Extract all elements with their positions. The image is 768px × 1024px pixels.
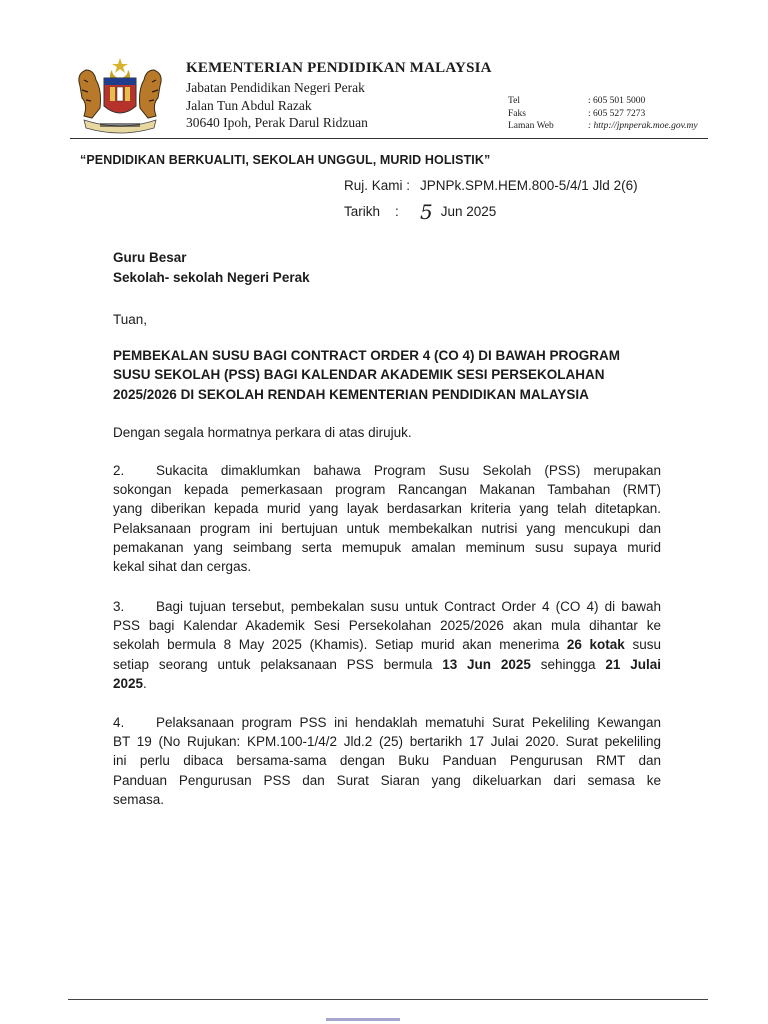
coat-of-arms-icon — [70, 56, 170, 136]
date-separator: : — [395, 204, 399, 219]
paragraph-text: Bagi tujuan tersebut, pembekalan susu untuk Contract Order 4 (CO 4) di bawah — [156, 599, 661, 614]
date-day-handwritten: 5 — [420, 200, 433, 224]
paragraph-line — [113, 674, 661, 693]
paragraph-2 — [113, 461, 661, 576]
recipient-organization: Sekolah- sekolah Negeri Perak — [113, 270, 310, 285]
end-date-year: 2025 — [113, 675, 144, 691]
date-month-year: Jun 2025 — [440, 204, 497, 219]
paragraph-number: 2. — [113, 463, 125, 478]
paragraph-line: sokongan kepada pemerkasaan program Rancangan Makanan Tambahan (RMT) — [113, 482, 661, 498]
header-divider — [70, 138, 708, 139]
contact-web-label: Laman Web — [508, 121, 554, 131]
subject-line: 2025/2026 DI SEKOLAH RENDAH KEMENTERIAN PENDIDIKAN MALAYSIA — [113, 386, 589, 402]
recipient-title: Guru Besar — [113, 250, 187, 265]
reference-line — [344, 178, 638, 193]
paragraph-line: semasa. — [113, 791, 165, 807]
paragraph-line — [113, 635, 661, 654]
organization-name: KEMENTERIAN PENDIDIKAN MALAYSIA — [186, 60, 492, 76]
paragraph-line: PSS bagi Kalendar Akademik Sesi Persekolahan 2025/2026 akan mula dihantar ke — [113, 618, 661, 634]
contact-fax-label: Faks — [508, 109, 526, 119]
paragraph-text: Pelaksanaan program PSS ini hendaklah mematuhi Surat Pekeliling Kewangan — [156, 715, 661, 730]
paragraph-text: setiap seorang untuk pelaksanaan PSS bermula — [113, 656, 443, 672]
paragraph-line — [113, 713, 661, 732]
start-date: 13 Jun 2025 — [442, 656, 531, 672]
salutation: Tuan, — [113, 312, 148, 327]
address-line-city: 30640 Ipoh, Perak Darul Ridzuan — [186, 115, 368, 130]
paragraph-text: sekolah bermula 8 May 2025 (Khamis). Setiap murid akan menerima — [113, 637, 567, 653]
paragraph-text: sehingga — [530, 656, 606, 672]
date-line — [344, 197, 497, 224]
paragraph-line: pemakanan yang seimbang serta memupuk amalan meminum susu supaya murid — [113, 539, 661, 555]
footer-divider — [68, 999, 708, 1000]
address-line-department: Jabatan Pendidikan Negeri Perak — [186, 80, 365, 95]
subject-line: SUSU SEKOLAH (PSS) BAGI KALENDAR AKADEMIK SESI PERSEKOLAHAN — [113, 367, 605, 383]
reference-label: Ruj. Kami : — [344, 178, 411, 193]
paragraph-line: Pelaksanaan program ini bertujuan untuk membekalkan nutrisi yang mencukupi dan — [113, 520, 661, 536]
reference-value: JPNPk.SPM.HEM.800-5/4/1 Jld 2(6) — [420, 178, 638, 193]
date-label-text: Tarikh — [344, 204, 381, 219]
paragraph-number: 3. — [113, 599, 125, 614]
contact-tel — [508, 96, 645, 106]
contact-fax-value: : 605 527 7273 — [588, 109, 646, 119]
paragraph-line — [113, 655, 661, 674]
subject-line: PEMBEKALAN SUSU BAGI CONTRACT ORDER 4 (CO 4) DI BAWAH PROGRAM — [113, 348, 621, 363]
paragraph-text: Sukacita dimaklumkan bahawa Program Susu Sekolah (PSS) merupakan — [156, 463, 661, 478]
paragraph-number: 4. — [113, 715, 125, 730]
paragraph-text: susu — [624, 637, 661, 653]
address-line-street: Jalan Tun Abdul Razak — [186, 98, 312, 113]
milk-quantity: 26 kotak — [566, 637, 625, 653]
contact-web — [508, 121, 698, 131]
footer-stamp-mark — [326, 1018, 400, 1021]
paragraph-line: Panduan Pengurusan PSS dan Surat Siaran yang dikeluarkan dari semasa ke — [113, 772, 661, 788]
contact-tel-value: : 605 501 5000 — [588, 96, 646, 106]
paragraph-4 — [113, 713, 661, 809]
paragraph-line: BT 19 (No Rujukan: KPM.100-1/4/2 Jld.2 (25) bertarikh 17 Julai 2020. Surat pekeliling — [113, 734, 661, 750]
contact-tel-label: Tel — [508, 96, 520, 106]
paragraph-line — [113, 597, 661, 616]
contact-fax — [508, 109, 645, 119]
paragraph-line: ini perlu dibaca bersama-sama dengan Buku Panduan Pengurusan RMT dan — [113, 753, 661, 769]
paragraph-3 — [113, 597, 661, 693]
paragraph-line: kekal sihat dan cergas. — [113, 559, 252, 575]
paragraph-text: . — [143, 675, 147, 691]
date-label — [344, 204, 420, 219]
motto: “PENDIDIKAN BERKUALITI, SEKOLAH UNGGUL, MURID HOLISTIK” — [80, 153, 491, 167]
intro-sentence: Dengan segala hormatnya perkara di atas dirujuk. — [113, 425, 412, 440]
letter-subject — [113, 346, 661, 404]
contact-web-value: : http://jpnperak.moe.gov.my — [588, 121, 698, 131]
end-date: 21 Julai — [605, 656, 661, 672]
paragraph-line — [113, 461, 661, 480]
paragraph-line: yang diberikan kepada murid yang layak berdasarkan kriteria yang telah ditetapkan. — [113, 501, 661, 517]
